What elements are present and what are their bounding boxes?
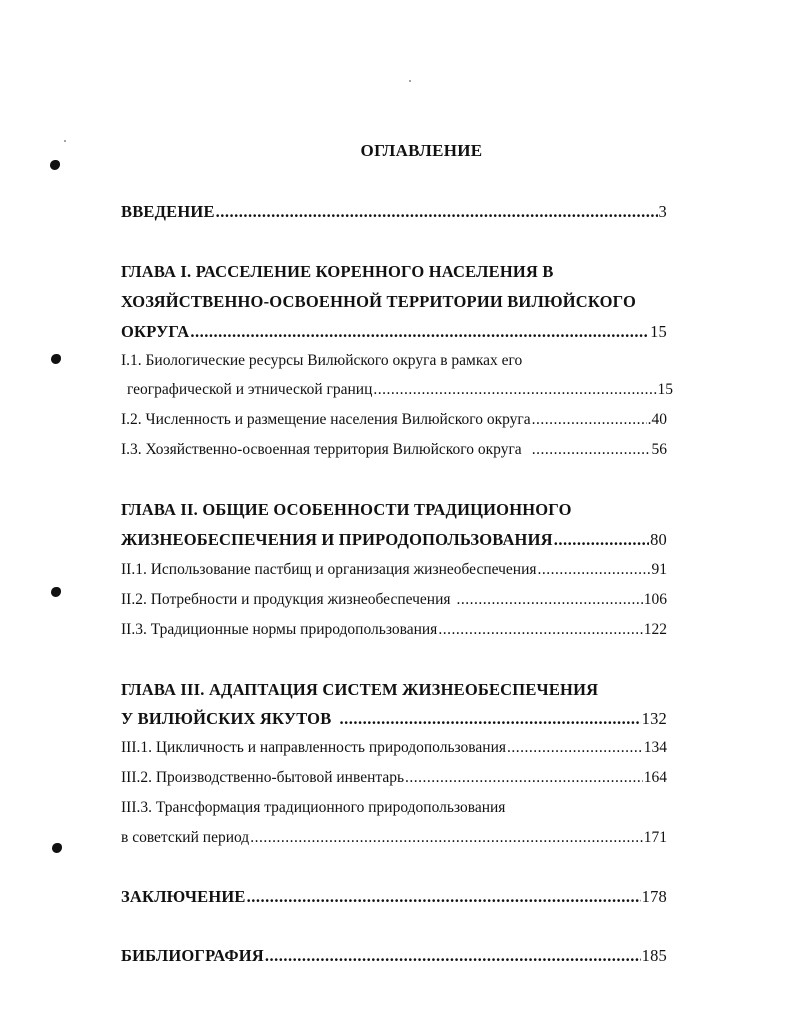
entry-title: ВВЕДЕНИЕ bbox=[121, 202, 215, 221]
entry-page: 56 bbox=[651, 441, 667, 458]
chapter-title: ЖИЗНЕОБЕСПЕЧЕНИЯ И ПРИРОДОПОЛЬЗОВАНИЯ bbox=[121, 530, 553, 549]
entry-page: 80 bbox=[650, 530, 667, 549]
leader-dots bbox=[373, 381, 656, 399]
toc-section-1-3 bbox=[121, 441, 667, 459]
section-title: I.1. Биологические ресурсы Вилюйского округа в рамках его bbox=[121, 352, 523, 369]
scan-speck bbox=[409, 80, 411, 82]
leader-dots bbox=[265, 946, 641, 966]
chapter-title: ГЛАВА III. АДАПТАЦИЯ СИСТЕМ ЖИЗНЕОБЕСПЕЧЕНИЯ bbox=[121, 680, 599, 699]
toc-chapter-3-line-1 bbox=[121, 680, 667, 700]
chapter-title: У ВИЛЮЙСКИХ ЯКУТОВ bbox=[121, 709, 332, 728]
section-title: географической и этнической границ bbox=[127, 381, 373, 398]
leader-dots bbox=[339, 709, 640, 729]
toc-chapter-3-line-2 bbox=[121, 709, 667, 729]
entry-page: 122 bbox=[643, 621, 667, 638]
entry-page: 15 bbox=[657, 381, 673, 398]
toc-entry-conclusion bbox=[121, 887, 667, 907]
punch-hole-mark bbox=[51, 587, 61, 597]
leader-dots bbox=[438, 621, 642, 639]
leader-dots bbox=[457, 591, 643, 609]
toc-chapter-2-line-1 bbox=[121, 500, 667, 520]
leader-dots bbox=[532, 441, 651, 459]
section-title: III.2. Производственно-бытовой инвентарь bbox=[121, 769, 405, 786]
chapter-title: ГЛАВА I. РАССЕЛЕНИЕ КОРЕННОГО НАСЕЛЕНИЯ В bbox=[121, 262, 554, 281]
entry-page: 178 bbox=[641, 887, 667, 906]
leader-dots bbox=[190, 322, 649, 342]
toc-entry-bibliography bbox=[121, 946, 667, 966]
section-title: II.3. Традиционные нормы природопользования bbox=[121, 621, 438, 638]
entry-page: 134 bbox=[643, 739, 667, 756]
entry-title: БИБЛИОГРАФИЯ bbox=[121, 946, 264, 965]
entry-page: 164 bbox=[643, 769, 667, 786]
punch-hole-mark bbox=[52, 843, 62, 853]
entry-page: 171 bbox=[643, 829, 667, 846]
section-title: II.1. Использование пастбищ и организация жизнеобеспечения bbox=[121, 561, 537, 578]
section-title: III.3. Трансформация традиционного природопользования bbox=[121, 799, 506, 816]
punch-hole-mark bbox=[51, 354, 61, 364]
toc-chapter-1-line-3 bbox=[121, 322, 667, 342]
section-title: I.2. Численность и размещение населения Вилюйского округа bbox=[121, 411, 531, 428]
section-title: I.3. Хозяйственно-освоенная территория Вилюйского округа bbox=[121, 441, 522, 458]
section-title: III.1. Цикличность и направленность природопользования bbox=[121, 739, 507, 756]
leader-dots bbox=[250, 829, 643, 847]
entry-page: .40 bbox=[647, 411, 667, 428]
toc-section-3-1 bbox=[121, 739, 667, 757]
leader-dots bbox=[538, 561, 651, 579]
entry-page: 3 bbox=[658, 202, 667, 221]
section-title: II.2. Потребности и продукция жизнеобеспечения bbox=[121, 591, 451, 608]
page-title: ОГЛАВЛЕНИЕ bbox=[360, 141, 483, 160]
toc-section-2-2 bbox=[121, 591, 667, 609]
entry-page: 185 bbox=[641, 946, 667, 965]
section-title: в советский период bbox=[121, 829, 250, 846]
toc-section-1-2 bbox=[121, 411, 667, 429]
toc-chapter-2-line-2 bbox=[121, 530, 667, 550]
entry-title: ЗАКЛЮЧЕНИЕ bbox=[121, 887, 246, 906]
leader-dots bbox=[554, 530, 649, 550]
toc-chapter-1-line-1 bbox=[121, 262, 667, 282]
leader-dots bbox=[507, 739, 643, 757]
chapter-title: ГЛАВА II. ОБЩИЕ ОСОБЕННОСТИ ТРАДИЦИОННОГО bbox=[121, 500, 572, 519]
leader-dots bbox=[532, 411, 647, 429]
punch-hole-mark bbox=[50, 160, 60, 170]
toc-section-1-1-line-2 bbox=[121, 381, 673, 399]
toc-section-2-3 bbox=[121, 621, 667, 639]
toc-section-3-3-line-1 bbox=[121, 799, 667, 817]
chapter-title: ОКРУГА bbox=[121, 322, 190, 341]
toc-section-1-1-line-1 bbox=[121, 352, 667, 370]
leader-dots bbox=[405, 769, 643, 787]
entry-page: 106 bbox=[643, 591, 667, 608]
toc-section-3-2 bbox=[121, 769, 667, 787]
toc-section-2-1 bbox=[121, 561, 667, 579]
toc-section-3-3-line-2 bbox=[121, 829, 667, 847]
entry-page: 15 bbox=[650, 322, 667, 341]
entry-page: 132 bbox=[641, 709, 667, 728]
entry-page: 91 bbox=[651, 561, 667, 578]
leader-dots bbox=[216, 202, 658, 222]
leader-dots bbox=[247, 887, 641, 907]
chapter-title: ХОЗЯЙСТВЕННО-ОСВОЕННОЙ ТЕРРИТОРИИ ВИЛЮЙСКОГО bbox=[121, 292, 636, 311]
toc-entry-intro bbox=[121, 202, 667, 222]
toc-chapter-1-line-2 bbox=[121, 292, 667, 312]
